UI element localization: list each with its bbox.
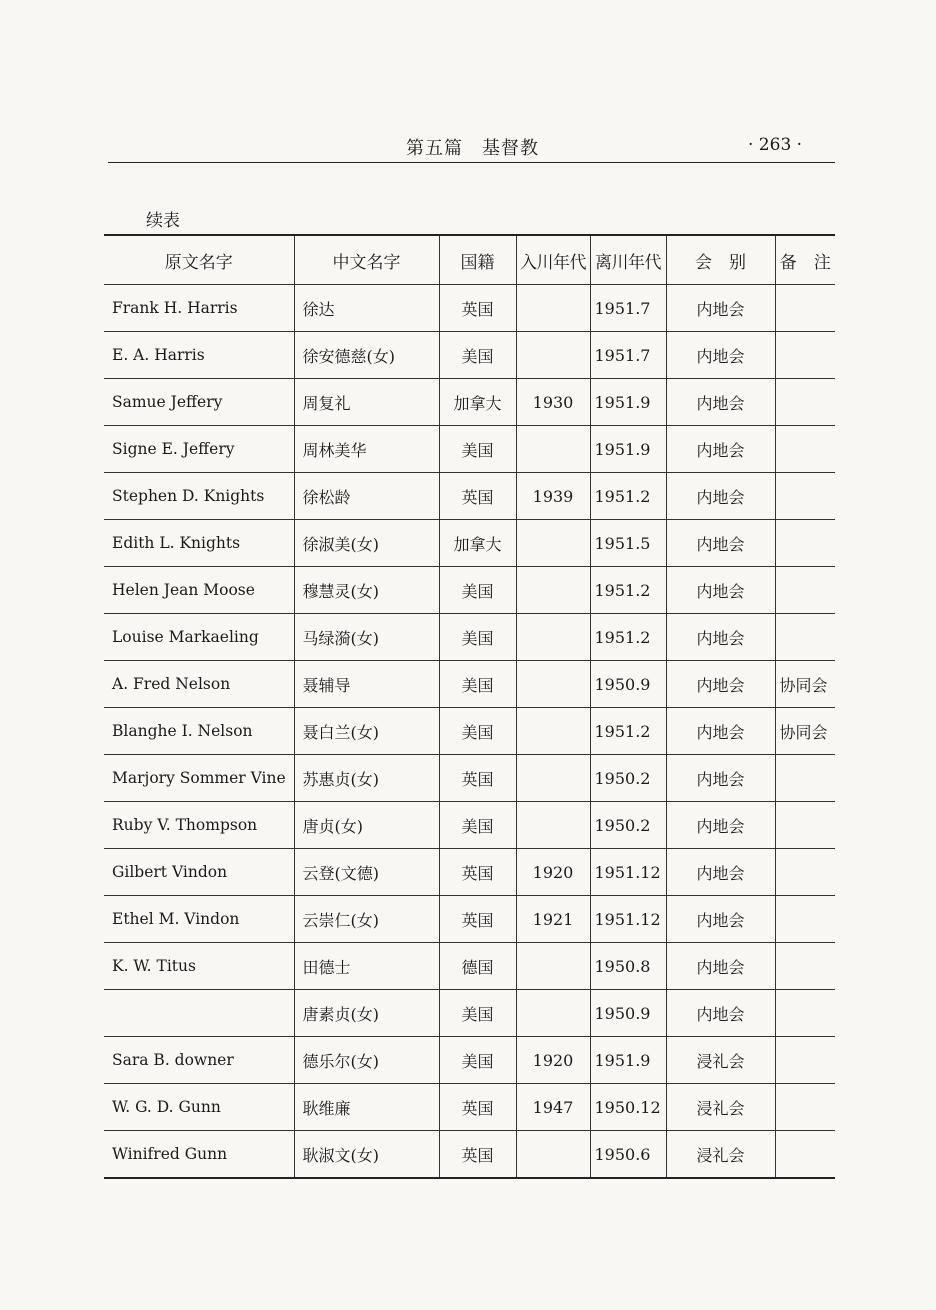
cell-mission: 浸礼会 <box>666 1037 775 1084</box>
cell-nationality: 加拿大 <box>439 520 516 567</box>
cell-chinese-name: 苏惠贞(女) <box>294 755 439 802</box>
cell-nationality: 加拿大 <box>439 379 516 426</box>
cell-chinese-name: 德乐尔(女) <box>294 1037 439 1084</box>
cell-chinese-name: 徐淑美(女) <box>294 520 439 567</box>
cell-mission: 浸礼会 <box>666 1131 775 1179</box>
cell-arrival-year <box>516 661 590 708</box>
cell-arrival-year <box>516 1131 590 1179</box>
cell-departure-year: 1950.8 <box>590 943 666 990</box>
cell-departure-year: 1951.2 <box>590 614 666 661</box>
cell-remarks <box>775 1131 835 1179</box>
table-row <box>104 849 835 896</box>
cell-chinese-name: 聂辅导 <box>294 661 439 708</box>
cell-nationality: 英国 <box>439 896 516 943</box>
col-header-original-name: 原文名字 <box>104 235 294 285</box>
cell-original-name: Blanghe I. Nelson <box>104 708 294 755</box>
cell-departure-year: 1951.2 <box>590 473 666 520</box>
cell-arrival-year <box>516 708 590 755</box>
cell-mission: 内地会 <box>666 520 775 567</box>
cell-departure-year: 1951.2 <box>590 567 666 614</box>
continued-label: 续表 <box>146 211 180 231</box>
cell-arrival-year <box>516 802 590 849</box>
cell-arrival-year: 1920 <box>516 1037 590 1084</box>
cell-mission: 内地会 <box>666 802 775 849</box>
table-row <box>104 802 835 849</box>
cell-nationality: 美国 <box>439 614 516 661</box>
table-row <box>104 379 835 426</box>
cell-remarks <box>775 614 835 661</box>
cell-original-name: Marjory Sommer Vine <box>104 755 294 802</box>
cell-chinese-name: 穆慧灵(女) <box>294 567 439 614</box>
col-header-departure-year: 离川年代 <box>590 235 666 285</box>
cell-nationality: 美国 <box>439 708 516 755</box>
cell-mission: 内地会 <box>666 990 775 1037</box>
cell-departure-year: 1951.12 <box>590 849 666 896</box>
cell-remarks <box>775 802 835 849</box>
table-row <box>104 1084 835 1131</box>
cell-arrival-year <box>516 943 590 990</box>
cell-mission: 内地会 <box>666 567 775 614</box>
table-header-row <box>104 235 835 285</box>
cell-chinese-name: 徐达 <box>294 285 439 332</box>
cell-original-name <box>104 990 294 1037</box>
cell-chinese-name: 云崇仁(女) <box>294 896 439 943</box>
table-row <box>104 426 835 473</box>
cell-mission: 内地会 <box>666 755 775 802</box>
cell-original-name: Stephen D. Knights <box>104 473 294 520</box>
cell-arrival-year <box>516 567 590 614</box>
cell-mission: 内地会 <box>666 473 775 520</box>
cell-remarks <box>775 990 835 1037</box>
cell-chinese-name: 唐贞(女) <box>294 802 439 849</box>
table-row <box>104 567 835 614</box>
col-header-mission: 会 别 <box>666 235 775 285</box>
cell-nationality: 美国 <box>439 661 516 708</box>
cell-original-name: Signe E. Jeffery <box>104 426 294 473</box>
cell-original-name: A. Fred Nelson <box>104 661 294 708</box>
cell-original-name: Edith L. Knights <box>104 520 294 567</box>
cell-arrival-year <box>516 332 590 379</box>
cell-nationality: 德国 <box>439 943 516 990</box>
cell-original-name: Gilbert Vindon <box>104 849 294 896</box>
cell-arrival-year: 1921 <box>516 896 590 943</box>
cell-original-name: Ethel M. Vindon <box>104 896 294 943</box>
cell-remarks <box>775 379 835 426</box>
cell-departure-year: 1950.9 <box>590 661 666 708</box>
cell-arrival-year: 1930 <box>516 379 590 426</box>
table-row <box>104 614 835 661</box>
cell-arrival-year: 1920 <box>516 849 590 896</box>
cell-chinese-name: 耿维廉 <box>294 1084 439 1131</box>
cell-original-name: Helen Jean Moose <box>104 567 294 614</box>
cell-original-name: W. G. D. Gunn <box>104 1084 294 1131</box>
cell-chinese-name: 聂白兰(女) <box>294 708 439 755</box>
cell-remarks <box>775 426 835 473</box>
cell-chinese-name: 周林美华 <box>294 426 439 473</box>
cell-mission: 内地会 <box>666 285 775 332</box>
cell-original-name: Sara B. downer <box>104 1037 294 1084</box>
cell-mission: 内地会 <box>666 332 775 379</box>
cell-departure-year: 1950.6 <box>590 1131 666 1179</box>
cell-arrival-year <box>516 990 590 1037</box>
page-header <box>108 128 835 163</box>
cell-remarks <box>775 849 835 896</box>
cell-departure-year: 1950.12 <box>590 1084 666 1131</box>
cell-remarks <box>775 285 835 332</box>
cell-remarks <box>775 520 835 567</box>
cell-departure-year: 1951.9 <box>590 426 666 473</box>
cell-original-name: K. W. Titus <box>104 943 294 990</box>
cell-chinese-name: 耿淑文(女) <box>294 1131 439 1179</box>
cell-nationality: 英国 <box>439 1084 516 1131</box>
cell-remarks <box>775 1037 835 1084</box>
table-row <box>104 755 835 802</box>
cell-nationality: 美国 <box>439 1037 516 1084</box>
cell-departure-year: 1951.5 <box>590 520 666 567</box>
cell-nationality: 英国 <box>439 849 516 896</box>
col-header-chinese-name: 中文名字 <box>294 235 439 285</box>
table-row <box>104 661 835 708</box>
cell-chinese-name: 云登(文德) <box>294 849 439 896</box>
cell-departure-year: 1950.9 <box>590 990 666 1037</box>
cell-remarks <box>775 567 835 614</box>
cell-remarks: 协同会 <box>775 661 835 708</box>
table-row <box>104 332 835 379</box>
cell-mission: 内地会 <box>666 708 775 755</box>
section-title: 第五篇 基督教 <box>406 138 539 159</box>
cell-nationality: 美国 <box>439 567 516 614</box>
cell-remarks <box>775 943 835 990</box>
cell-remarks <box>775 896 835 943</box>
table-row <box>104 896 835 943</box>
col-header-nationality: 国籍 <box>439 235 516 285</box>
table-row <box>104 990 835 1037</box>
page-number: · 263 · <box>748 135 803 155</box>
cell-original-name: Frank H. Harris <box>104 285 294 332</box>
cell-mission: 浸礼会 <box>666 1084 775 1131</box>
cell-departure-year: 1951.7 <box>590 285 666 332</box>
cell-original-name: Ruby V. Thompson <box>104 802 294 849</box>
cell-remarks <box>775 332 835 379</box>
cell-mission: 内地会 <box>666 614 775 661</box>
cell-arrival-year <box>516 755 590 802</box>
table-row <box>104 473 835 520</box>
cell-original-name: Samue Jeffery <box>104 379 294 426</box>
cell-mission: 内地会 <box>666 661 775 708</box>
col-header-remarks: 备 注 <box>775 235 835 285</box>
cell-chinese-name: 马绿漪(女) <box>294 614 439 661</box>
cell-nationality: 英国 <box>439 1131 516 1179</box>
cell-departure-year: 1950.2 <box>590 802 666 849</box>
cell-original-name: Louise Markaeling <box>104 614 294 661</box>
cell-arrival-year: 1947 <box>516 1084 590 1131</box>
cell-departure-year: 1951.2 <box>590 708 666 755</box>
cell-remarks <box>775 755 835 802</box>
cell-chinese-name: 徐安德慈(女) <box>294 332 439 379</box>
table-row <box>104 708 835 755</box>
cell-chinese-name: 唐素贞(女) <box>294 990 439 1037</box>
cell-arrival-year <box>516 285 590 332</box>
cell-nationality: 英国 <box>439 473 516 520</box>
missionary-table <box>104 234 835 1179</box>
table-row <box>104 943 835 990</box>
cell-mission: 内地会 <box>666 426 775 473</box>
cell-remarks <box>775 1084 835 1131</box>
cell-original-name: E. A. Harris <box>104 332 294 379</box>
cell-nationality: 英国 <box>439 285 516 332</box>
cell-nationality: 美国 <box>439 426 516 473</box>
cell-arrival-year <box>516 520 590 567</box>
cell-remarks: 协同会 <box>775 708 835 755</box>
cell-nationality: 英国 <box>439 755 516 802</box>
cell-arrival-year: 1939 <box>516 473 590 520</box>
cell-remarks <box>775 473 835 520</box>
cell-mission: 内地会 <box>666 896 775 943</box>
table-row <box>104 285 835 332</box>
table-row <box>104 520 835 567</box>
cell-departure-year: 1951.9 <box>590 379 666 426</box>
cell-mission: 内地会 <box>666 379 775 426</box>
cell-original-name: Winifred Gunn <box>104 1131 294 1179</box>
cell-mission: 内地会 <box>666 943 775 990</box>
cell-departure-year: 1950.2 <box>590 755 666 802</box>
col-header-arrival-year: 入川年代 <box>516 235 590 285</box>
cell-nationality: 美国 <box>439 990 516 1037</box>
cell-chinese-name: 田德士 <box>294 943 439 990</box>
cell-arrival-year <box>516 614 590 661</box>
table-body <box>104 285 835 1179</box>
table-row <box>104 1131 835 1179</box>
cell-departure-year: 1951.7 <box>590 332 666 379</box>
cell-nationality: 美国 <box>439 802 516 849</box>
cell-nationality: 美国 <box>439 332 516 379</box>
table-row <box>104 1037 835 1084</box>
cell-arrival-year <box>516 426 590 473</box>
cell-mission: 内地会 <box>666 849 775 896</box>
cell-chinese-name: 徐松龄 <box>294 473 439 520</box>
cell-departure-year: 1951.12 <box>590 896 666 943</box>
cell-chinese-name: 周复礼 <box>294 379 439 426</box>
cell-departure-year: 1951.9 <box>590 1037 666 1084</box>
